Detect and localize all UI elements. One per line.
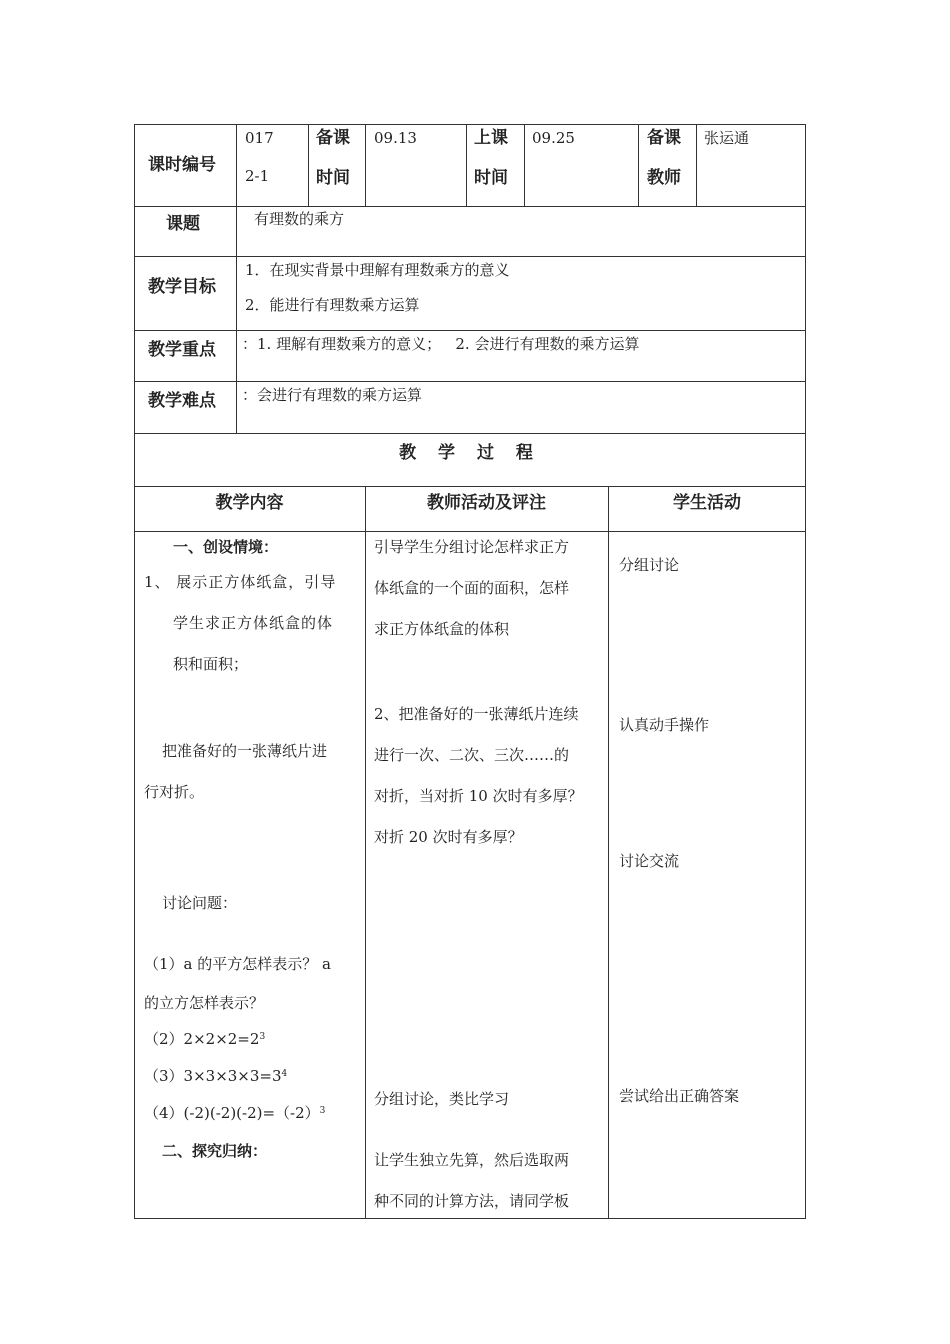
col-divider [365, 124, 366, 207]
row-divider [134, 330, 806, 331]
row-divider [134, 381, 806, 382]
table-border-left [134, 124, 135, 1219]
col-divider [524, 124, 525, 207]
content-line [144, 1066, 287, 1086]
col-divider [608, 486, 609, 1219]
formula-text: （3）3×3×3×3=3 [144, 1067, 282, 1085]
lesson-number-value-line1: 017 [245, 129, 274, 147]
content-line: 行对折。 [144, 783, 205, 801]
formula-exponent: 3 [319, 1106, 326, 1116]
row-divider [134, 531, 806, 532]
goals-label: 教学目标 [148, 277, 216, 297]
teacher-line: 分组讨论，类比学习 [374, 1090, 510, 1108]
teacher-line: 对折 20 次时有多厚？ [374, 828, 523, 846]
table-border-right [805, 124, 806, 1219]
student-line: 认真动手操作 [619, 716, 710, 734]
teacher-line: 体纸盒的一个面的面积，怎样 [374, 579, 570, 597]
goal-item: 1．在现实背景中理解有理数乘方的意义 [245, 261, 510, 279]
formula-exponent: 3 [259, 1032, 266, 1042]
content-line: 1、 展示正方体纸盒，引导 [144, 573, 337, 591]
formula-text: （2）2×2×2=2 [144, 1030, 260, 1048]
section-title: 二、探究归纳： [162, 1142, 268, 1160]
formula-text: （4）(-2)(-2)(-2)=（-2） [144, 1104, 320, 1122]
row-divider [134, 256, 806, 257]
class-time-label-line2: 时间 [474, 168, 508, 188]
lesson-number-value-line2: 2-1 [245, 167, 270, 185]
content-line: 积和面积； [173, 655, 249, 673]
teacher-line: 引导学生分组讨论怎样求正方 [374, 538, 570, 556]
column-header-content: 教学内容 [215, 493, 284, 513]
content-line [144, 1103, 325, 1123]
class-time-label-line1: 上课 [474, 128, 508, 148]
col-divider [638, 124, 639, 207]
prep-time-label-line2: 时间 [316, 168, 350, 188]
student-line: 分组讨论 [619, 556, 680, 574]
col-divider [466, 124, 467, 207]
col-divider [365, 486, 366, 1219]
teacher-label-line1: 备课 [647, 128, 681, 148]
teacher-line: 让学生独立先算，然后选取两 [374, 1151, 570, 1169]
col-divider [696, 124, 697, 207]
key-points-value: ：1. 理解有理数乘方的意义； 2. 会进行有理数的乘方运算 [242, 335, 640, 353]
column-header-teacher: 教师活动及评注 [427, 493, 546, 513]
teacher-label-line2: 教师 [647, 168, 681, 188]
content-line: 的立方怎样表示？ [144, 994, 265, 1012]
content-line: 学生求正方体纸盒的体 [173, 614, 334, 632]
prep-time-value: 09.13 [374, 129, 417, 147]
col-divider [236, 124, 237, 434]
prep-time-label-line1: 备课 [316, 128, 350, 148]
section-title: 一、创设情境： [173, 538, 279, 556]
teacher-line: 进行一次、二次、三次……的 [374, 746, 570, 764]
teacher-line: 2、把准备好的一张薄纸片连续 [374, 705, 579, 723]
difficult-points-label: 教学难点 [148, 391, 216, 411]
content-line [144, 1029, 265, 1049]
row-divider [134, 206, 806, 207]
topic-value: 有理数的乘方 [254, 210, 345, 228]
row-divider [134, 486, 806, 487]
key-points-label: 教学重点 [148, 340, 216, 360]
goal-item: 2．能进行有理数乘方运算 [245, 296, 420, 314]
formula-exponent: 4 [281, 1069, 288, 1079]
teacher-line: 种不同的计算方法，请同学板 [374, 1192, 570, 1210]
col-divider [308, 124, 309, 207]
lesson-number-label: 课时编号 [148, 155, 216, 175]
student-line: 尝试给出正确答案 [619, 1087, 740, 1105]
student-line: 讨论交流 [619, 852, 680, 870]
difficult-points-value: ：会进行有理数的乘方运算 [242, 386, 423, 404]
process-title: 教 学 过 程 [399, 443, 541, 463]
table-border-top [134, 124, 806, 125]
row-divider [134, 433, 806, 434]
teacher-line: 对折，当对折 10 次时有多厚？ [374, 787, 583, 805]
class-time-value: 09.25 [532, 129, 575, 147]
table-border-bottom [134, 1218, 806, 1219]
content-line: 把准备好的一张薄纸片进 [162, 742, 328, 760]
teacher-value: 张运通 [704, 129, 750, 147]
teacher-line: 求正方体纸盒的体积 [374, 620, 510, 638]
content-line: 讨论问题： [162, 894, 238, 912]
column-header-student: 学生活动 [673, 493, 741, 513]
content-line: （1）a 的平方怎样表示？ a [144, 955, 331, 973]
topic-label: 课题 [166, 214, 200, 234]
